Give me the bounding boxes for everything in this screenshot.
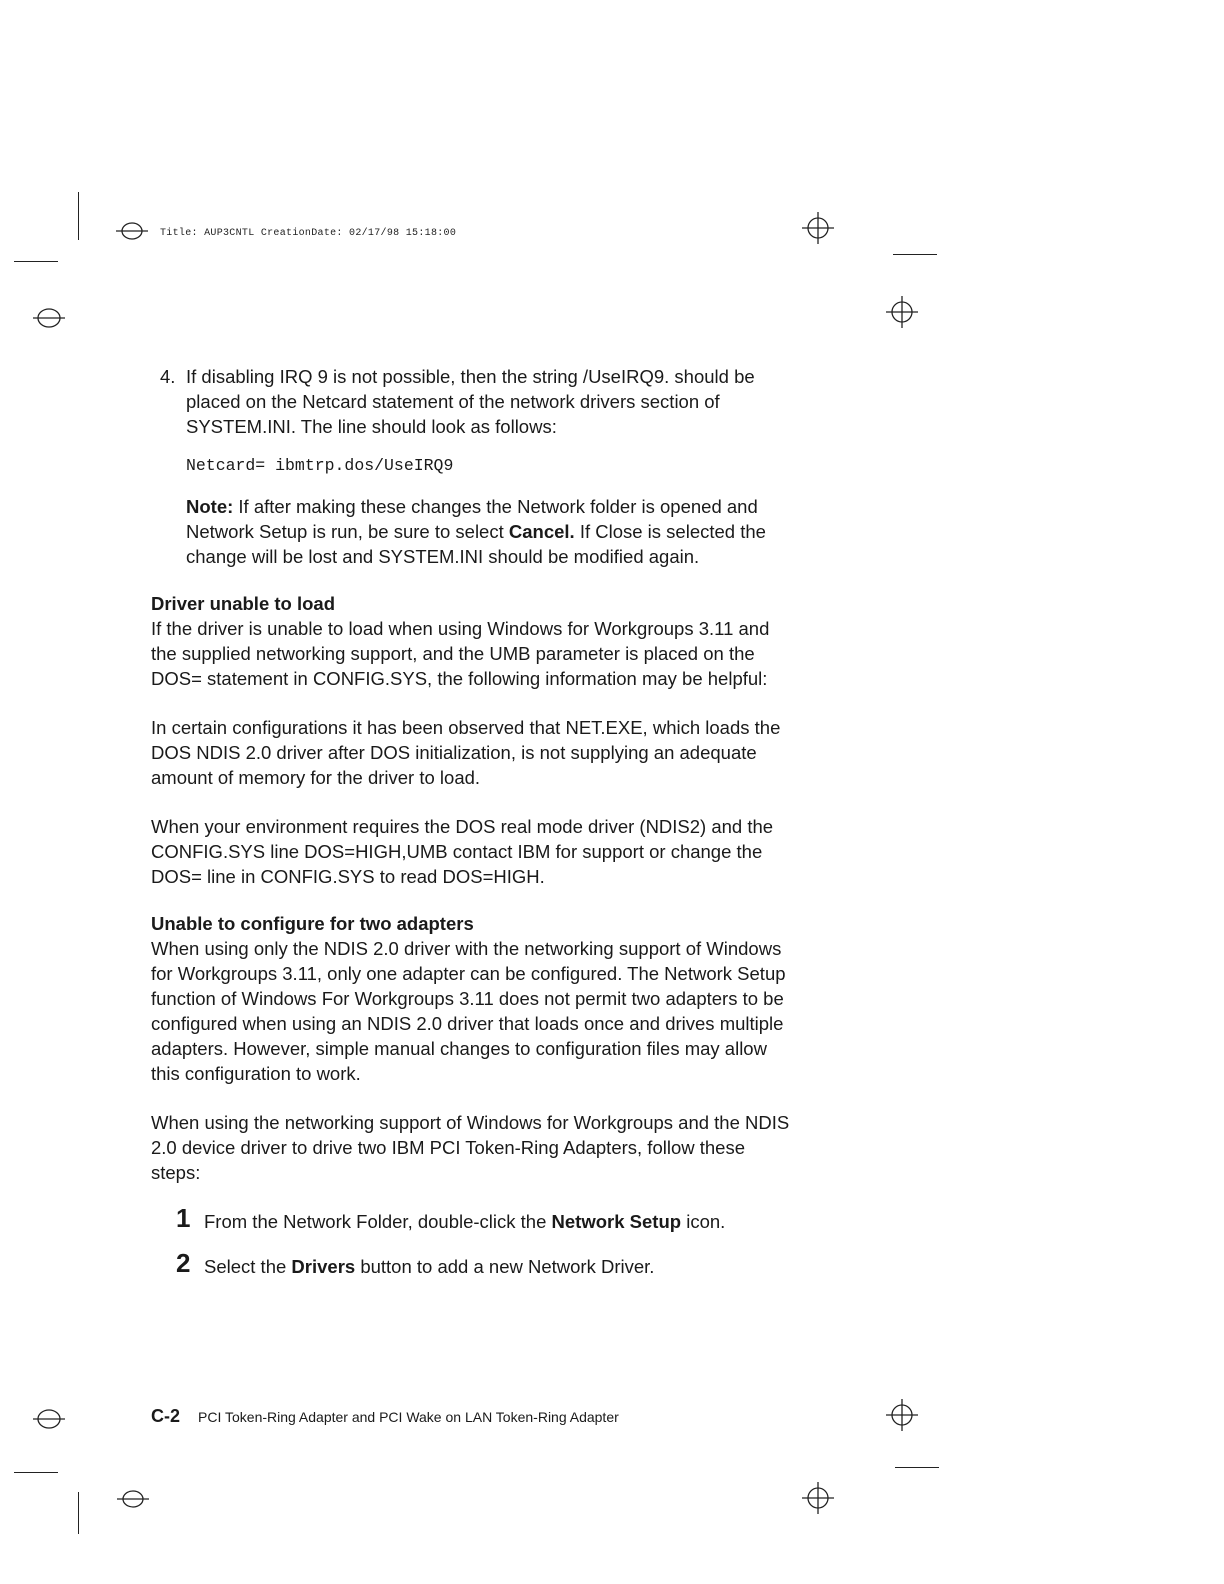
step-text-pre: Select the [204, 1256, 292, 1277]
step-number: 2 [176, 1248, 191, 1278]
registration-mark-right-upper-icon [884, 294, 920, 330]
crop-mark-top-right-horizontal [893, 254, 937, 255]
heading-driver-unable-to-load: Driver unable to load [151, 593, 336, 614]
steps-list [151, 1203, 791, 1279]
note-text-2: If Close is selected the change will be lost and SYSTEM.INI should be modified again. [186, 521, 766, 567]
list-item-number: 4. [160, 366, 176, 387]
paragraph: When using only the NDIS 2.0 driver with the networking support of Windows for Workgroups 3.11, only one adapter can be configured. The Network Setup function of Windows For Workgroups 3.11 does not permit two adapters to be configured when using an NDIS 2.0 driver that loads once and drives multiple adapters. However, simple manual changes to configuration files may allow this configuration to work. [151, 938, 786, 1084]
crop-mark-top-left-horizontal [14, 261, 58, 262]
footer-title: PCI Token-Ring Adapter and PCI Wake on LAN Token-Ring Adapter [198, 1409, 619, 1425]
registration-mark-left-lower-icon [32, 1406, 66, 1432]
registration-mark-left-upper-icon [32, 305, 66, 331]
registration-mark-header-icon [115, 220, 149, 242]
note-bold-cancel: Cancel. [508, 521, 575, 542]
paragraph: In certain configurations it has been observed that NET.EXE, which loads the DOS NDIS 2.0 driver after DOS initialization, is not supplying an adequate amount of memory for the driver to load. [151, 717, 781, 788]
crop-mark-bottom-left-vertical [78, 1492, 79, 1534]
list-item-text: If disabling IRQ 9 is not possible, then the string /UseIRQ9. should be placed on the Netcard statement of the network drivers section of SYSTEM.INI. The line should look as follows: [186, 366, 755, 437]
step-item [151, 1203, 791, 1234]
page-content [151, 364, 791, 1299]
crop-mark-top-left-vertical [78, 192, 79, 240]
step-item [151, 1248, 791, 1279]
step-text-bold: Network Setup [551, 1211, 682, 1232]
page-footer [151, 1406, 619, 1427]
step-number: 1 [176, 1203, 191, 1233]
registration-mark-bottom-right-icon [800, 1480, 836, 1516]
page-number: C-2 [151, 1406, 181, 1426]
document-header-info: Title: AUP3CNTL CreationDate: 02/17/98 15:18:00 [160, 228, 457, 239]
paragraph: When using the networking support of Windows for Workgroups and the NDIS 2.0 device driver to drive two IBM PCI Token-Ring Adapters, follow these steps: [151, 1112, 790, 1183]
step-text-post: button to add a new Network Driver. [355, 1256, 655, 1277]
paragraph: When your environment requires the DOS real mode driver (NDIS2) and the CONFIG.SYS line DOS=HIGH,UMB contact IBM for support or change the DOS= line in CONFIG.SYS to read DOS=HIGH. [151, 816, 774, 887]
registration-mark-bottom-left-icon [116, 1487, 150, 1511]
list-item-4 [151, 364, 791, 439]
crop-mark-bottom-left-horizontal [14, 1472, 58, 1473]
heading-unable-to-configure: Unable to configure for two adapters [151, 913, 474, 934]
step-text-bold: Drivers [291, 1256, 356, 1277]
paragraph: If the driver is unable to load when using Windows for Workgroups 3.11 and the supplied networking support, and the UMB parameter is placed on the DOS= statement in CONFIG.SYS, the following information may be helpful: [151, 618, 770, 689]
note-block [186, 494, 791, 569]
note-label: Note: [186, 496, 234, 517]
note-text-1: If after making these changes the Network folder is opened and Network Setup is run, be sure to select [186, 496, 758, 542]
step-text-post: icon. [681, 1211, 726, 1232]
crop-mark-bottom-right-horizontal [895, 1467, 939, 1468]
code-example: Netcard= ibmtrp.dos/UseIRQ9 [186, 456, 454, 475]
registration-mark-top-right-icon [800, 210, 836, 246]
step-text-pre: From the Network Folder, double-click the [204, 1211, 552, 1232]
registration-mark-right-lower-icon [884, 1397, 920, 1433]
